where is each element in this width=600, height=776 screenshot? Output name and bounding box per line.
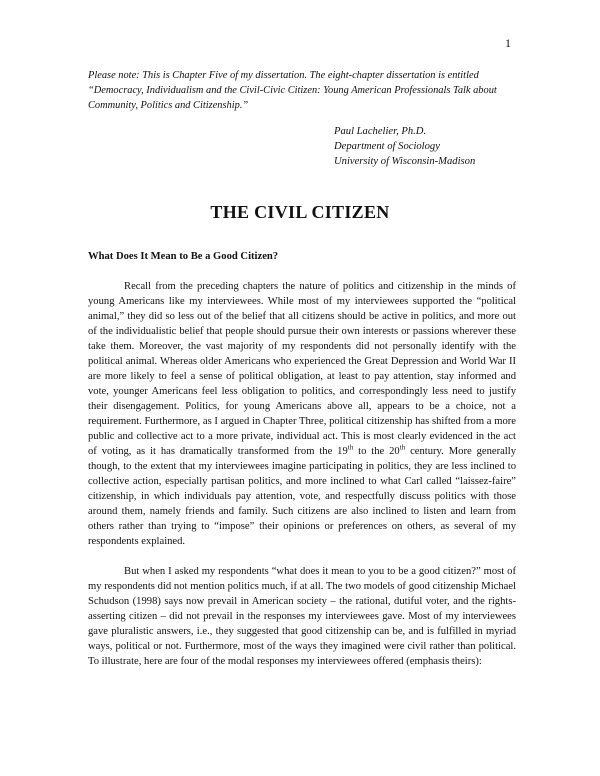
- body-paragraph-2: But when I asked my respondents “what does it mean to you to be a good citizen?” most of my respondents did not mention politics much, if at all. The two models of good citizenship Michael Schudson (1998) says now prevail in American society – the rational, dutiful voter, and the rights-asserting citizen – did not prevail in the responses my interviewees gave. Most of my interviewees gave pluralistic answers, i.e., they suggested that good citizenship can be, and is fulfilled in myriad ways, political or not. Furthermore, most of the ways they imagined were civil rather than political. To illustrate, here are four of the modal responses my interviewees offered (emphasis theirs):: [88, 566, 516, 667]
- paragraph-1-part-c: century. More generally though, to the extent that my interviewees imagine participating in politics, they are less inclined to collective action, especially partisan politics, and more inclined to what Carl called “laissez-faire” citizenship, in which individuals pay attention, vote, and respectfully discuss politics with those around them, namely friends and family. Such citizens are also inclined to listen and learn from others rather than trying to “impose” their opinions or preferences on others, as several of my respondents explained.: [88, 446, 516, 547]
- author-name: Paul Lachelier, Ph.D.: [334, 126, 427, 137]
- superscript-th: th: [347, 443, 354, 452]
- dissertation-note: Please note: This is Chapter Five of my dissertation. The eight-chapter dissertation is entitled “Democracy, Individualism and the Civil-Civic Citizen: Young American Professionals Talk about Community, Politics and Citizenship.”: [88, 70, 497, 111]
- page-number: 1: [505, 36, 511, 50]
- author-signature-block: [334, 124, 534, 169]
- superscript-th: th: [399, 443, 406, 452]
- paragraph-1-part-b: to the 20: [353, 446, 400, 457]
- section-heading: What Does It Mean to Be a Good Citizen?: [88, 251, 279, 262]
- body-paragraph-1: [88, 279, 516, 549]
- author-department: Department of Sociology: [334, 141, 440, 152]
- paragraph-1-part-a: Recall from the preceding chapters the nature of politics and citizenship in the minds of young Americans like my interviewees. While most of my interviewees supported the “political animal,” they did so less out of the belief that all citizens should be active in politics, and more out of the individualistic belief that people should pursue their own interests or passions wherever these take them. Moreover, the vast majority of my respondents did not personally identify with the political animal. Whereas older Americans who experienced the Great Depression and World War II are more likely to feel a sense of political obligation, at least to pay attention, stay informed and vote, younger Americans feel less obligation to politics, and correspondingly less need to justify their disengagement. Politics, for young Americans above all, appears to be a choice, not a requirement. Furthermore, as I argued in Chapter Three, political citizenship has shifted from a more public and collective act to a more private, individual act. This is most clearly evidenced in the act of voting, as it has dramatically transformed from the 19: [88, 281, 516, 457]
- chapter-title: THE CIVIL CITIZEN: [210, 202, 390, 222]
- author-university: University of Wisconsin-Madison: [334, 156, 476, 167]
